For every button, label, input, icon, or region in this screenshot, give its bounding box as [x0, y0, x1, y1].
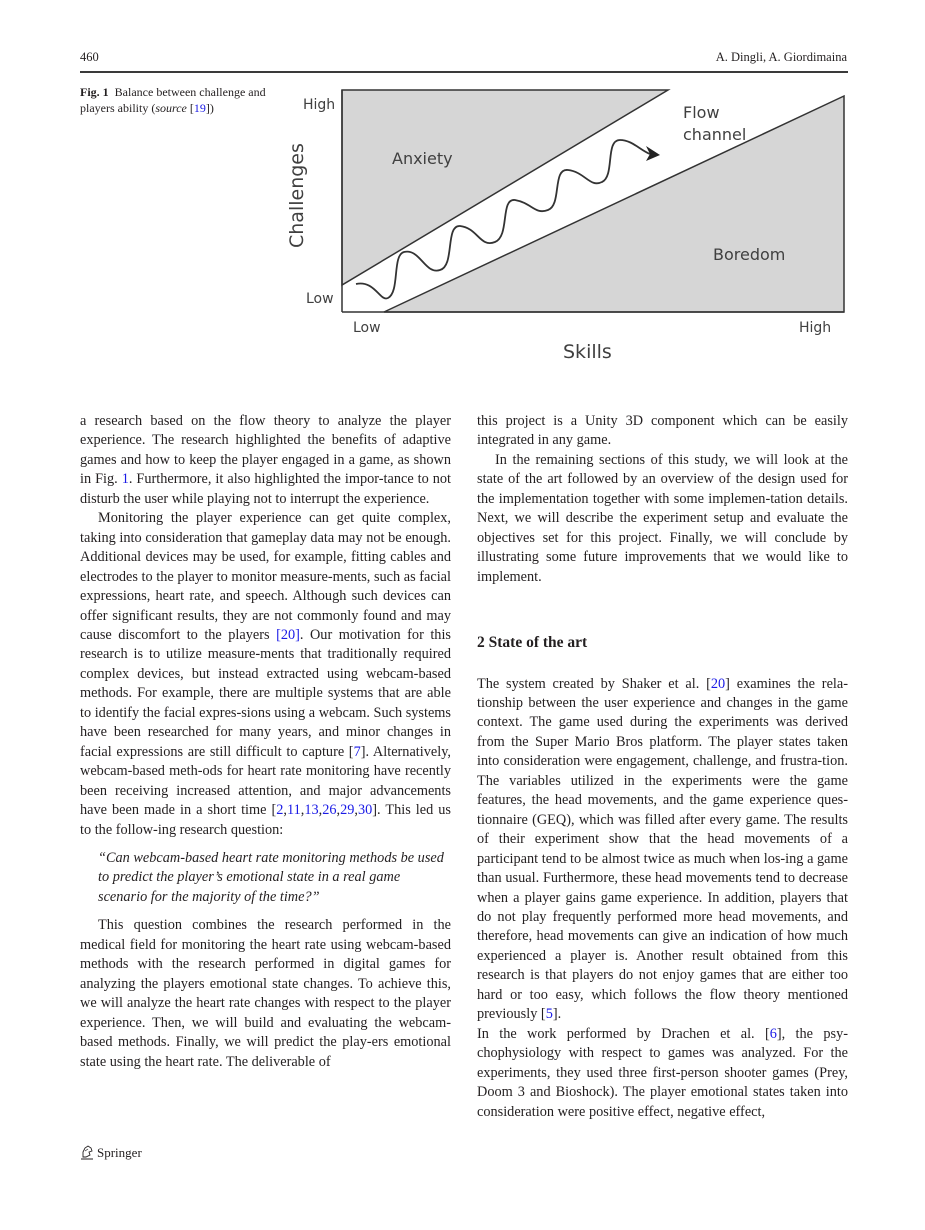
figure-caption: Fig. 1 Balance between challenge and players ability (source [19])	[80, 85, 266, 115]
running-head-authors: A. Dingli, A. Giordimaina	[715, 50, 847, 64]
y-tick-high: High	[303, 97, 336, 113]
paragraph: this project is a Unity 3D component which can be easily integrated in any game.	[477, 413, 848, 449]
section-heading: 2 State of the art	[477, 634, 588, 652]
figure-label: Fig. 1	[80, 85, 109, 99]
region-label-flow: Flow	[683, 103, 720, 122]
paragraph: The system created by Shaker et al. [20] examines the rela-tionship between the user experience and changes in the game context. The game used during the experiments was derived from the Super Mario Bros platform. The player states taken into consideration were engagement, challenge, and frustra-tion. The variables utilized in the experiments were the game features, the head movements, and the game experience ques-tionnaire (GEQ), which was filled after every game. The results of their experiment show that the head movements of a participant tend to be almost twice as much when los-ing a game than usual. Furthermore, these head movements tend to decrease when a player gains game experience. In addition, players that do not play frequently performed more head movements, and therefore, head movements can give an indication of how much experienced a player is. Another result obtained from this research is that players do not enjoy games that are either too hard or too easy, which follows the flow theory mentioned previously [5].	[477, 675, 848, 1023]
region-label-channel: channel	[683, 125, 747, 144]
region-label-anxiety: Anxiety	[392, 149, 453, 168]
left-column	[80, 412, 451, 1072]
page-header	[80, 50, 847, 72]
flow-channel-figure	[280, 80, 860, 380]
citation-link-20[interactable]: [20]	[276, 626, 300, 643]
citation-link-7[interactable]: 7	[353, 743, 361, 760]
figure-link-1[interactable]: 1	[121, 471, 129, 488]
citation-link-6[interactable]: 6	[769, 1025, 777, 1042]
citation-link-29[interactable]: 29	[340, 802, 355, 819]
page-number: 460	[80, 50, 99, 64]
x-axis-label: Skills	[563, 341, 612, 363]
citation-link-26[interactable]: 26	[322, 802, 337, 819]
figure-caption-text: Balance between challenge and players ability	[80, 85, 266, 115]
flow-diagram	[280, 80, 860, 380]
citation-link-20[interactable]: 20	[710, 675, 726, 692]
research-question-quote: “Can webcam-based heart rate monitoring methods be used to predict the player’s emotional state in a real game scenario for the majority of the time?”	[98, 849, 444, 905]
springer-horse-icon	[80, 1145, 94, 1161]
citation-link-19[interactable]: 19	[193, 100, 206, 115]
y-axis-label: Challenges	[286, 143, 308, 248]
paragraph: a research based on the flow theory to analyze the player experience. The research highlighted the benefits of adaptive games and how to keep the player engaged in a game, as shown in Fig. 1. Furthermore, it also highlighted the impor-tance to not disturb the user while playing not to interrupt the experience.	[80, 413, 451, 507]
publisher-name: Springer	[97, 1145, 142, 1160]
paragraph: In the work performed by Drachen et al. [6], the psy-chophysiology with respect to games was analyzed. For the experiments, they used three first-person shooter games (Prey, Doom 3 and Bioshock). The player emotional states taken into consideration were positive effect, negative effect,	[477, 1025, 848, 1120]
right-column	[477, 412, 848, 1122]
paragraph: This question combines the research performed in the medical field for monitoring the heart rate using webcam-based methods with the research performed in digital games for analyzing the players emotional state changes. To achieve this, we will analyze the heart rate changes with respect to the player experience. Then, we will build and evaluating the webcam-based methods. Finally, we will predict the play-ers emotional state using the heart rate. The deliverable of	[80, 917, 451, 1070]
region-label-boredom: Boredom	[713, 245, 786, 264]
caption-source-label: source	[155, 100, 187, 115]
citation-link-30[interactable]: 30	[357, 802, 373, 819]
y-tick-low: Low	[306, 291, 334, 307]
citation-link-13[interactable]: 13	[304, 802, 319, 819]
header-rule	[80, 71, 848, 73]
x-tick-high: High	[799, 320, 832, 336]
citation-link-5[interactable]: 5	[545, 1006, 553, 1023]
citation-link-2[interactable]: 2	[276, 802, 284, 819]
paragraph: Monitoring the player experience can get quite complex, taking into consideration that gameplay data may not be enough. Additional devices may be used, for example, fitting cables and electrodes to the player to monitor measure-ments, such as facial expressions, heart rate, and speech. Although such devices can offer significant results, they are not commonly found and may cause discomfort to the players [20]. Our motivation for this research is to utilize measure-ments that traditionally required complex devices, but instead extracted using webcam-based methods. For example, there are multiple systems that are able to identify the facial expres-sions using a webcam. Such systems have been researched for many years, and minor changes in facial expressions are still difficult to capture [7]. Alternatively, webcam-based meth-ods for heart rate monitoring have recently been receiving increased attention, and major advancements have been made in a short time [2,11,13,26,29,30]. This led us to the follow-ing research question:	[80, 510, 451, 838]
page-footer	[80, 1145, 142, 1161]
paragraph: In the remaining sections of this study, we will look at the state of the art followed by an overview of the design used for the implementation together with some implemen-tation details. Next, we will describe the experiment setup and evaluate the objectives set for this project. Finally, we will conclude by illustrating some future improvements that we would like to implement.	[477, 451, 848, 585]
citation-link-11[interactable]: 11	[287, 802, 301, 819]
x-tick-low: Low	[353, 320, 381, 336]
